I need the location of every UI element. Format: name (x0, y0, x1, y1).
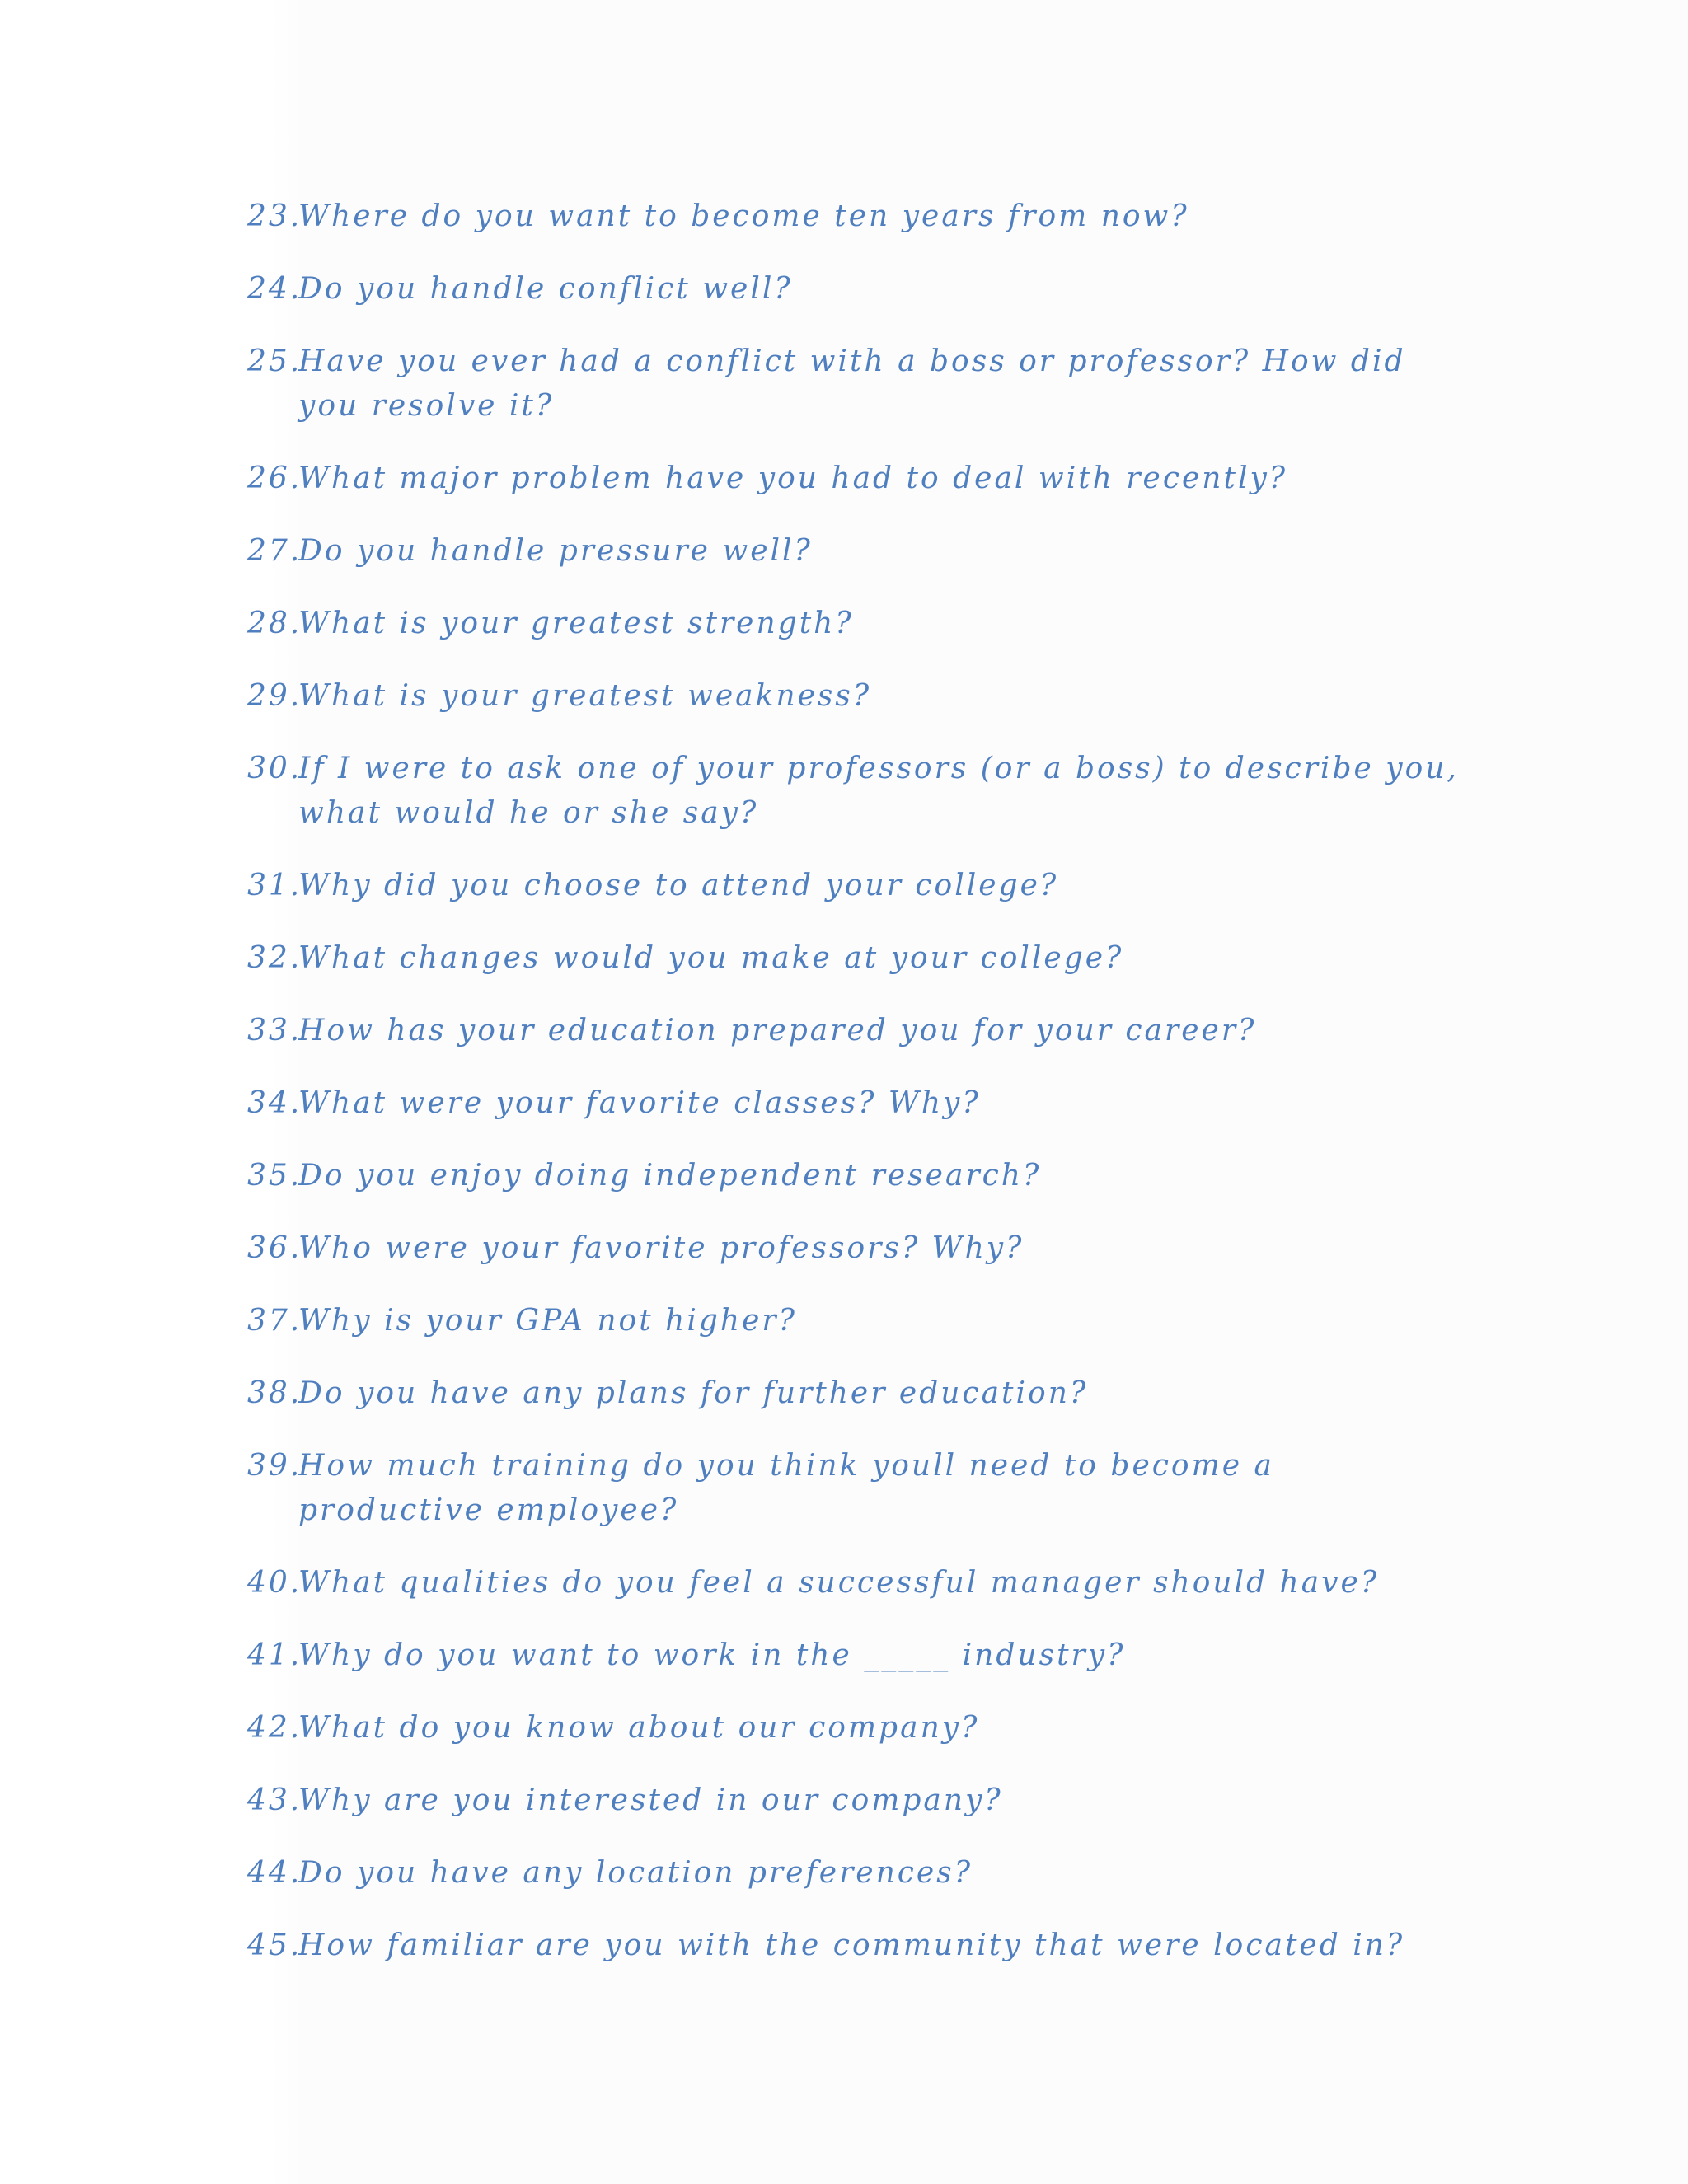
question-text: Who were your favorite professors? Why? (298, 1231, 1025, 1265)
question-number: 35. (247, 1159, 302, 1193)
question-item (247, 1299, 1475, 1343)
question-text: How familiar are you with the community that were located in? (298, 1929, 1405, 1962)
question-number: 25. (247, 344, 302, 378)
question-item (247, 936, 1475, 981)
question-number: 23. (247, 199, 302, 233)
question-text: What changes would you make at your college? (298, 941, 1124, 975)
question-text: Do you have any plans for further education? (298, 1376, 1089, 1410)
question-text: Do you handle conflict well? (298, 272, 793, 306)
question-number: 42. (247, 1711, 302, 1745)
question-item (247, 1706, 1475, 1750)
question-item (247, 602, 1475, 646)
question-text: What were your favorite classes? Why? (298, 1086, 981, 1120)
question-item (247, 1444, 1475, 1533)
question-number: 27. (247, 534, 302, 568)
question-number: 45. (247, 1929, 302, 1962)
question-number: 30. (247, 752, 302, 785)
question-number: 29. (247, 679, 302, 713)
question-item (247, 1561, 1475, 1605)
question-text: Why is your GPA not higher? (298, 1304, 797, 1338)
question-number: 28. (247, 607, 302, 640)
question-item (247, 194, 1475, 239)
question-item (247, 1009, 1475, 1053)
question-item (247, 747, 1475, 836)
question-number: 39. (247, 1449, 302, 1483)
question-number: 26. (247, 462, 302, 495)
question-text: How much training do you think youll need to become a productive employee? (298, 1449, 1274, 1527)
question-item (247, 1081, 1475, 1126)
question-number: 32. (247, 941, 302, 975)
question-item (247, 1779, 1475, 1823)
question-number: 40. (247, 1566, 302, 1600)
question-text: Do you have any location preferences? (298, 1856, 973, 1890)
question-item (247, 340, 1475, 429)
question-text: What major problem have you had to deal with recently? (298, 462, 1288, 495)
question-text: Where do you want to become ten years from now? (298, 199, 1189, 233)
question-item (247, 529, 1475, 574)
question-text: Do you enjoy doing independent research? (298, 1159, 1042, 1193)
question-item (247, 1851, 1475, 1896)
question-text: Why are you interested in our company? (298, 1783, 1003, 1817)
question-item (247, 674, 1475, 719)
question-text: How has your education prepared you for your career? (298, 1014, 1257, 1047)
question-item (247, 864, 1475, 908)
question-text: Have you ever had a conflict with a boss or professor? How did you resolve it? (298, 344, 1406, 423)
question-text: Do you handle pressure well? (298, 534, 813, 568)
question-number: 44. (247, 1856, 302, 1890)
question-item (247, 267, 1475, 312)
question-number: 37. (247, 1304, 302, 1338)
question-number: 41. (247, 1638, 302, 1672)
question-item (247, 1226, 1475, 1271)
question-text: Why do you want to work in the _____ industry? (298, 1638, 1126, 1672)
question-number: 24. (247, 272, 302, 306)
question-number: 43. (247, 1783, 302, 1817)
question-item (247, 1633, 1475, 1678)
question-item (247, 457, 1475, 501)
question-text: What is your greatest strength? (298, 607, 854, 640)
question-number: 33. (247, 1014, 302, 1047)
question-text: What is your greatest weakness? (298, 679, 872, 713)
question-number: 31. (247, 869, 302, 902)
question-item (247, 1924, 1475, 1968)
question-text: What qualities do you feel a successful manager should have? (298, 1566, 1380, 1600)
question-list (247, 194, 1475, 1996)
question-number: 38. (247, 1376, 302, 1410)
question-number: 36. (247, 1231, 302, 1265)
question-text: Why did you choose to attend your college? (298, 869, 1059, 902)
question-item (247, 1154, 1475, 1198)
question-text: If I were to ask one of your professors (or a boss) to describe you, what would he or she say? (298, 752, 1459, 830)
question-item (247, 1371, 1475, 1416)
question-number: 34. (247, 1086, 302, 1120)
question-text: What do you know about our company? (298, 1711, 980, 1745)
